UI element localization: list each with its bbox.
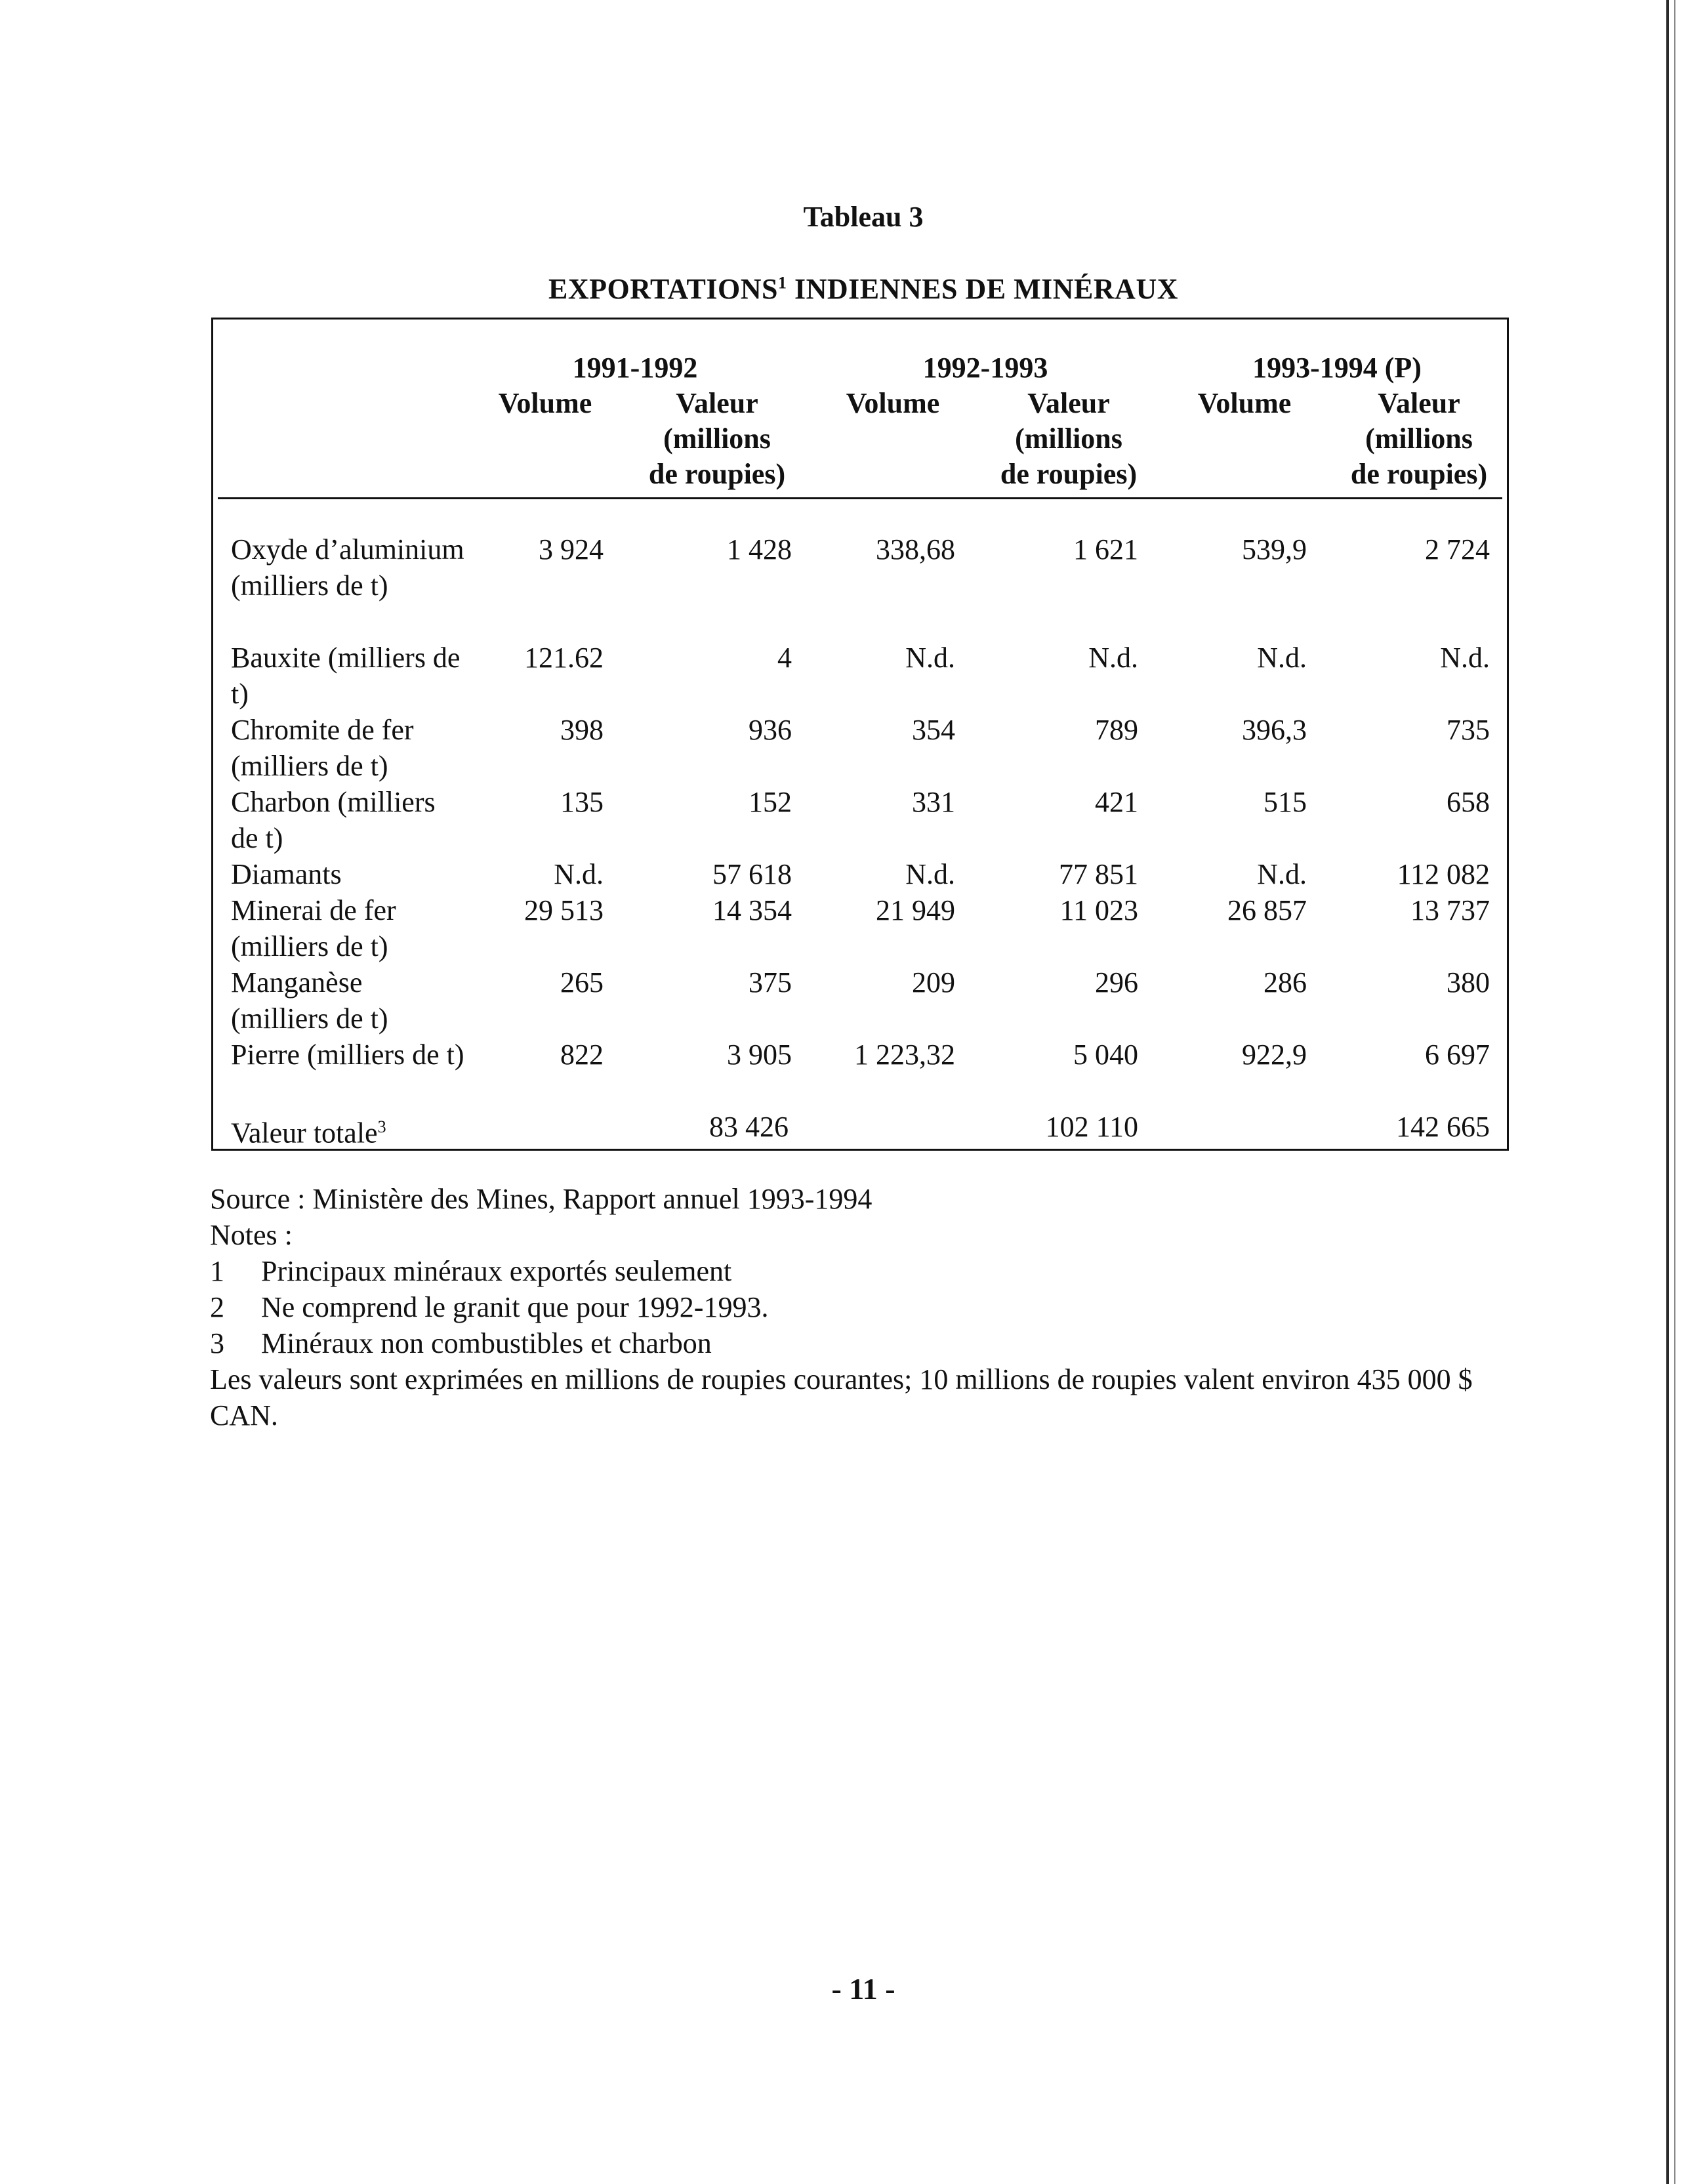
note-number: 1 — [210, 1255, 224, 1287]
cell-volume-1992: 21 949 — [876, 894, 955, 926]
column-header-volume: Volume — [1197, 387, 1292, 419]
total-value-1992: 102 110 — [1045, 1111, 1138, 1143]
year-header-1993-1994: 1993-1994 (P) — [1252, 352, 1422, 384]
column-header-value — [980, 386, 1157, 492]
cell-value-1992: N.d. — [1088, 642, 1138, 674]
cell-volume-1991: 121.62 — [524, 642, 604, 674]
cell-volume-1992: 1 223,32 — [854, 1039, 955, 1071]
column-header-value-line1: Valeur — [676, 387, 758, 419]
column-header-value-line3: de roupies) — [1000, 458, 1138, 490]
note-text: Minéraux non combustibles et charbon — [261, 1327, 712, 1359]
cell-value-1993: N.d. — [1440, 642, 1490, 674]
cell-value-1991: 1 428 — [727, 533, 792, 566]
page-number: - 11 - — [831, 1972, 895, 2006]
note-text: Principaux minéraux exportés seulement — [261, 1255, 732, 1287]
source-notes-block — [210, 1181, 1522, 1433]
column-header-volume: Volume — [498, 387, 592, 419]
row-label: Minerai de fer (milliers de t) — [231, 894, 396, 962]
row-label: Manganèse (milliers de t) — [231, 966, 388, 1035]
cell-volume-1991: 822 — [560, 1039, 604, 1071]
page-edge-line-secondary — [1674, 0, 1675, 2184]
note-number: 3 — [210, 1327, 224, 1359]
page-edge-line — [1666, 0, 1669, 2184]
cell-value-1992: 11 023 — [1059, 894, 1138, 926]
total-label-text: Valeur totale — [231, 1117, 378, 1149]
total-value-1991: 83 426 — [709, 1111, 789, 1143]
row-label: Chromite de fer (milliers de t) — [231, 714, 414, 782]
column-header-value-line1: Valeur — [1378, 387, 1460, 419]
cell-volume-1992: N.d. — [905, 858, 955, 890]
row-label: Bauxite (milliers de t) — [231, 642, 461, 710]
column-header-value-line3: de roupies) — [648, 458, 786, 490]
column-header-value-line3: de roupies) — [1350, 458, 1488, 490]
year-header-1992-1993: 1992-1993 — [922, 352, 1048, 384]
cell-volume-1993: 26 857 — [1227, 894, 1307, 926]
column-header-volume: Volume — [846, 387, 940, 419]
cell-value-1991: 4 — [777, 642, 792, 674]
table-caption: Tableau 3 — [803, 201, 924, 233]
source-line: Source : Ministère des Mines, Rapport annuel 1993-1994 — [210, 1183, 873, 1215]
total-footnote-marker: 3 — [377, 1117, 386, 1136]
cell-value-1991: 3 905 — [727, 1039, 792, 1071]
cell-value-1993: 112 082 — [1397, 858, 1490, 890]
note-item — [210, 1325, 1522, 1361]
cell-volume-1991: 265 — [560, 966, 604, 999]
cell-volume-1993: N.d. — [1257, 858, 1307, 890]
cell-value-1991: 152 — [749, 786, 792, 818]
total-value-1993: 142 665 — [1396, 1111, 1490, 1143]
cell-volume-1991: 29 513 — [524, 894, 604, 926]
cell-value-1991: 375 — [749, 966, 792, 999]
notes-label: Notes : — [210, 1219, 293, 1251]
table-title — [0, 272, 1684, 306]
cell-volume-1993: 515 — [1263, 786, 1307, 818]
currency-note: Les valeurs sont exprimées en millions de roupies courantes; 10 millions de roupies valent environ 435 000 $ CAN. — [210, 1363, 1473, 1432]
column-header-value — [628, 386, 806, 492]
note-item — [210, 1289, 1522, 1325]
cell-volume-1992: 209 — [912, 966, 955, 999]
cell-volume-1993: 286 — [1263, 966, 1307, 999]
cell-volume-1992: N.d. — [905, 642, 955, 674]
note-text: Ne comprend le granit que pour 1992-1993. — [261, 1291, 769, 1323]
total-label — [231, 1109, 386, 1151]
cell-volume-1992: 331 — [912, 786, 955, 818]
year-header-1991-1992: 1991-1992 — [572, 352, 698, 384]
header-rule — [218, 497, 1502, 499]
cell-volume-1991: 398 — [560, 714, 604, 746]
row-label: Diamants — [231, 858, 342, 890]
cell-value-1991: 14 354 — [712, 894, 792, 926]
column-header-value — [1330, 386, 1508, 492]
table-title-rest: INDIENNES DE MINÉRAUX — [787, 273, 1178, 305]
cell-volume-1993: 396,3 — [1242, 714, 1307, 746]
cell-volume-1993: 539,9 — [1242, 533, 1307, 566]
cell-value-1991: 57 618 — [712, 858, 792, 890]
cell-value-1993: 2 724 — [1425, 533, 1490, 566]
cell-volume-1991: 3 924 — [539, 533, 604, 566]
cell-value-1991: 936 — [749, 714, 792, 746]
cell-value-1993: 380 — [1447, 966, 1490, 999]
cell-volume-1993: 922,9 — [1242, 1039, 1307, 1071]
cell-value-1992: 296 — [1095, 966, 1138, 999]
cell-value-1992: 77 851 — [1059, 858, 1138, 890]
cell-volume-1992: 354 — [912, 714, 955, 746]
cell-volume-1993: N.d. — [1257, 642, 1307, 674]
table-title-footnote-marker: 1 — [777, 273, 787, 293]
cell-value-1992: 5 040 — [1073, 1039, 1138, 1071]
cell-value-1993: 13 737 — [1410, 894, 1490, 926]
table-title-main: EXPORTATIONS — [548, 273, 778, 305]
cell-volume-1991: N.d. — [554, 858, 604, 890]
note-number: 2 — [210, 1291, 224, 1323]
cell-value-1992: 421 — [1095, 786, 1138, 818]
cell-value-1992: 789 — [1095, 714, 1138, 746]
cell-value-1993: 658 — [1447, 786, 1490, 818]
column-header-value-line2: (millions — [663, 422, 771, 455]
cell-volume-1991: 135 — [560, 786, 604, 818]
cell-value-1993: 735 — [1447, 714, 1490, 746]
column-header-value-line2: (millions — [1365, 422, 1473, 455]
column-header-value-line1: Valeur — [1027, 387, 1110, 419]
column-header-value-line2: (millions — [1015, 422, 1122, 455]
cell-value-1993: 6 697 — [1425, 1039, 1490, 1071]
row-label: Pierre (milliers de t) — [231, 1039, 464, 1071]
cell-volume-1992: 338,68 — [876, 533, 955, 566]
note-item — [210, 1253, 1522, 1289]
cell-value-1992: 1 621 — [1073, 533, 1138, 566]
row-label: Charbon (milliers de t) — [231, 786, 436, 854]
row-label: Oxyde d’aluminium (milliers de t) — [231, 533, 464, 602]
